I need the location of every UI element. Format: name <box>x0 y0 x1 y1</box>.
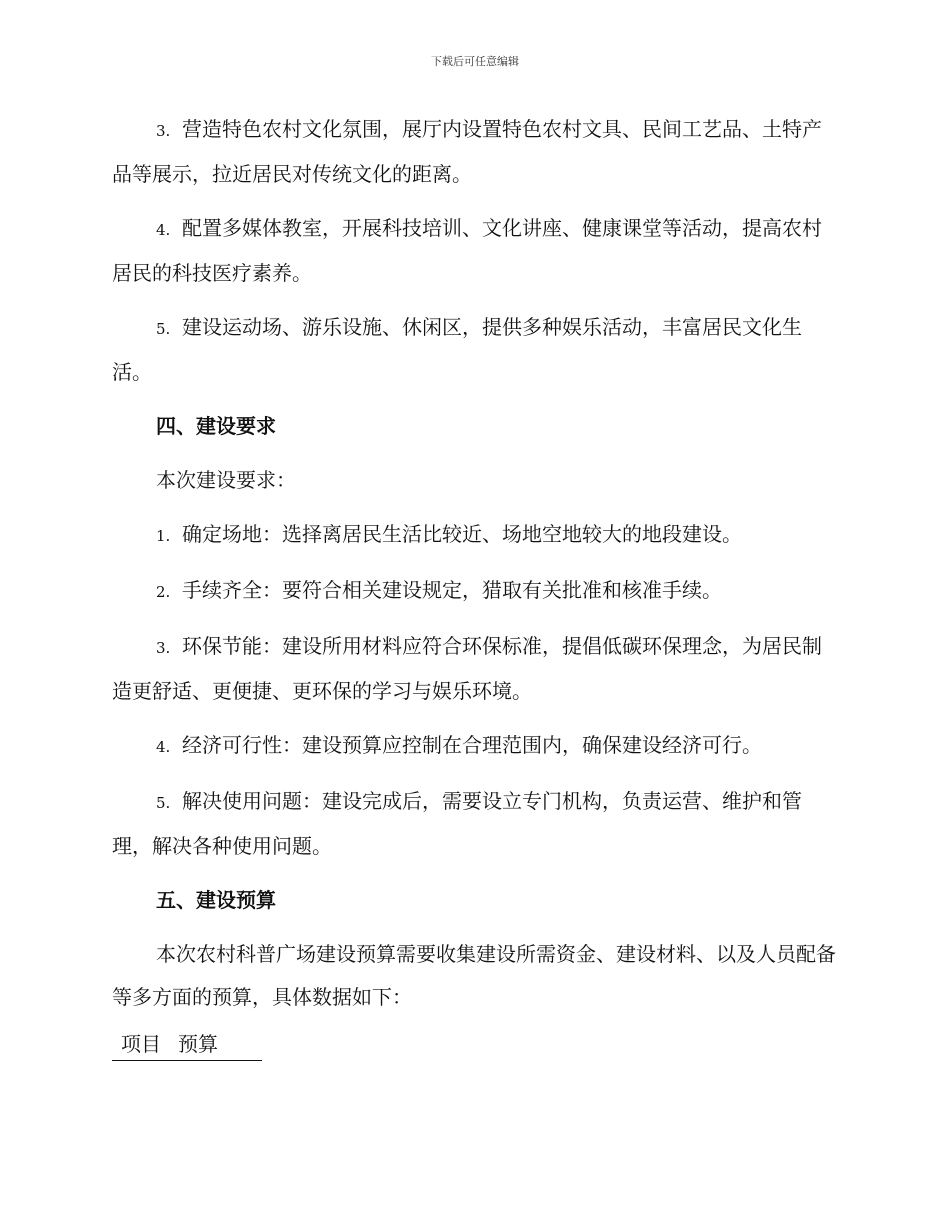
list-item <box>112 724 836 769</box>
section-intro: 本次建设要求： <box>156 468 296 492</box>
list-item <box>112 780 836 868</box>
document-body <box>112 108 836 1061</box>
section-heading: 四、建设要求 <box>156 414 276 438</box>
list-text: 手续齐全：要符合相关建设规定，猎取有关批准和核准手续。 <box>182 578 722 602</box>
page-header: 下载后可任意编辑 <box>431 55 519 68</box>
budget-table <box>112 1030 262 1061</box>
table-header-cell: 项目 <box>121 1032 161 1056</box>
table-header-cell: 预算 <box>178 1032 218 1056</box>
list-item <box>112 625 836 713</box>
list-text: 解决使用问题：建设完成后，需要设立专门机构，负责运营、维护和管理，解决各种使用问题。 <box>112 789 802 858</box>
list-number: 2. <box>156 583 171 601</box>
list-number: 5. <box>156 794 171 812</box>
list-text: 建设运动场、游乐设施、休闲区，提供多种娱乐活动，丰富居民文化生活。 <box>112 315 802 384</box>
list-number: 4. <box>156 738 171 756</box>
list-item <box>112 108 836 196</box>
list-item <box>112 513 836 558</box>
list-text: 经济可行性：建设预算应控制在合理范围内，确保建设经济可行。 <box>182 733 762 757</box>
list-item <box>112 306 836 394</box>
section-intro: 本次农村科普广场建设预算需要收集建设所需资金、建设材料、以及人员配备等多方面的预算，具体数据如下： <box>112 942 836 1009</box>
section-heading: 五、建设预算 <box>156 888 276 912</box>
list-number: 3. <box>156 122 171 140</box>
list-number: 1. <box>156 527 171 545</box>
list-text: 营造特色农村文化氛围，展厅内设置特色农村文具、民间工艺品、土特产品等展示，拉近居民对传统文化的距离。 <box>112 117 822 186</box>
list-item <box>112 207 836 295</box>
list-number: 5. <box>156 320 171 338</box>
list-text: 确定场地：选择离居民生活比较近、场地空地较大的地段建设。 <box>182 522 742 546</box>
list-number: 3. <box>156 639 171 657</box>
list-text: 环保节能：建设所用材料应符合环保标准，提倡低碳环保理念，为居民制造更舒适、更便捷、更环保的学习与娱乐环境。 <box>112 634 822 703</box>
list-number: 4. <box>156 221 171 239</box>
list-text: 配置多媒体教室，开展科技培训、文化讲座、健康课堂等活动，提高农村居民的科技医疗素养。 <box>112 216 822 285</box>
list-item <box>112 569 836 614</box>
